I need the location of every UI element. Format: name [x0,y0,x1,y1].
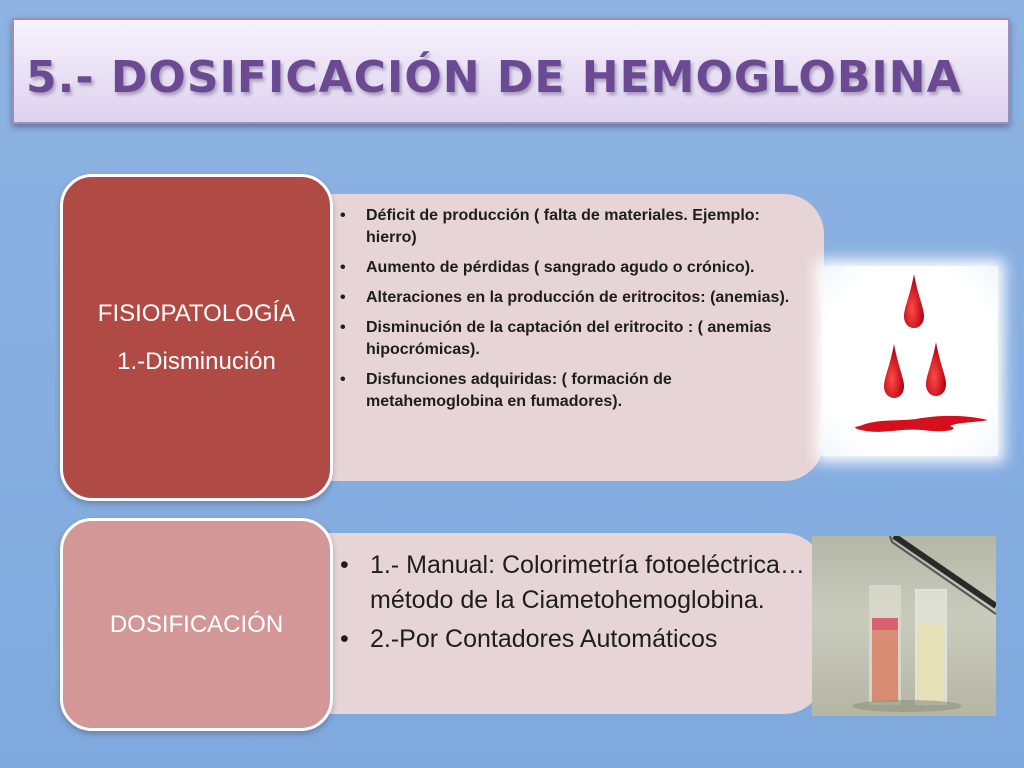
bullet-icon: • [340,551,349,579]
bullet-icon: • [340,371,346,388]
list-item-text: Alteraciones en la producción de eritrocitos: (anemias). [366,289,790,306]
list-item-text: Déficit de producción ( falta de materiales. Ejemplo: hierro) [366,207,760,246]
title-banner [12,18,1010,124]
fisiopatologia-list [340,205,800,421]
list-item-text: Aumento de pérdidas ( sangrado agudo o crónico). [366,259,755,276]
fisiopatologia-label: FISIOPATOLOGÍA [97,299,296,327]
list-item [340,287,800,309]
dosificacion-list [340,548,810,661]
bullet-icon: • [340,259,346,276]
list-item [340,548,810,618]
bullet-icon: • [340,319,346,336]
slide-title: 5.- DOSIFICACIÓN DE HEMOGLOBINA [26,52,962,103]
dosificacion-label-box [60,518,333,731]
dosificacion-label: DOSIFICACIÓN [109,610,284,638]
list-item-text: Disfunciones adquiridas: ( formación de metahemoglobina en fumadores). [366,371,672,410]
bullet-icon: • [340,207,346,224]
blood-drops-image [822,266,998,456]
fisiopatologia-label-box [60,174,333,501]
list-item-text: Disminución de la captación del eritrocito : ( anemias hipocrómicas). [366,319,772,358]
bullet-icon: • [340,289,346,306]
cuvettes-icon [812,536,996,716]
list-item-text: 1.- Manual: Colorimetría fotoeléctrica…método de la Ciametohemoglobina. [370,551,805,614]
bullet-icon: • [340,625,349,653]
list-item [340,257,800,279]
list-item [340,622,810,657]
list-item [340,205,800,249]
list-item-text: 2.-Por Contadores Automáticos [370,625,718,653]
list-item [340,369,800,413]
list-item [340,317,800,361]
disminucion-label: 1.-Disminución [117,347,276,375]
blood-drops-icon [822,266,998,456]
cuvettes-image [812,536,996,716]
